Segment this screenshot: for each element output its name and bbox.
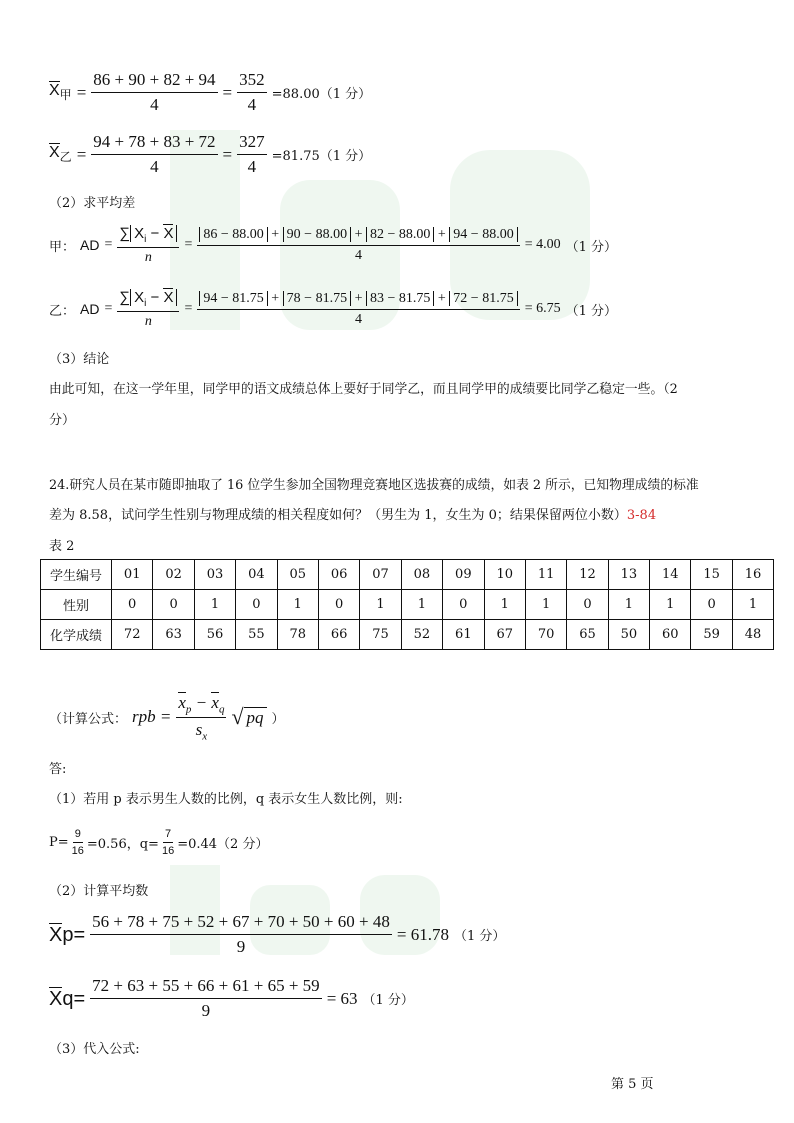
table-cell: 12 — [567, 560, 608, 590]
table-cell: 66 — [318, 620, 359, 650]
mean-yi-fraction: $\frac{94 + 78 + 83 + 72}{4}$ — [93, 132, 216, 176]
answer-step3: （3）代入公式: — [49, 1042, 140, 1057]
table-row: 化学成绩 72 63 56 55 78 66 75 52 61 67 70 65 50 60 59 48 — [41, 620, 774, 650]
table-cell: 0 — [112, 590, 153, 620]
rpb-formula: （计算公式： rpb = $\frac{x_p - x_q}{s_x}$ √ pq ） — [49, 693, 285, 743]
ad-jia-equation: 甲： AD = $\frac{\sum X_i - X}{n}$ = $\frac{86 - 88.00 + 90 - 88.00 + 82 - 88.00 + 94 - 88.00}{4}$ = 4.00 （1 分） — [49, 225, 618, 265]
table-cell: 1 — [484, 590, 525, 620]
table-cell: 0 — [318, 590, 359, 620]
table-cell: 63 — [153, 620, 194, 650]
xq-fraction: $\frac{72 + 63 + 55 + 66 + 61 + 65 + 59}{9}$ — [92, 976, 320, 1020]
table-cell: 1 — [608, 590, 649, 620]
table-cell: 09 — [443, 560, 484, 590]
mean-jia-lhs: $X_甲$ — [49, 82, 72, 103]
question-24-line1: 24.研究人员在某市随即抽取了 16 位学生参加全国物理竞赛地区选拔赛的成绩，如表 2 所示，已知物理成绩的标准 — [49, 478, 699, 493]
question-24-line2: 差为 8.58，试问学生性别与物理成绩的相关程度如何？（男生为 1，女生为 0；结果保留两位小数）3-84 — [49, 508, 657, 523]
ad-jia-general-fraction: $\frac{\sum X_i - X}{n}$ — [117, 224, 179, 266]
table-cell: 07 — [360, 560, 401, 590]
answer-step2: （2）计算平均数 — [49, 884, 149, 899]
pq-line: P= $\frac{9}{16}$ =0.56，q= $\frac{7}{16}$ =0.44（2 分） — [49, 828, 269, 857]
ad-yi-fraction: $\frac{94 - 81.75 + 78 - 81.75 + 83 - 81.75 + 72 - 81.75}{4}$ — [197, 291, 519, 328]
table-caption: 表 2 — [49, 539, 75, 554]
ad-jia-prefix: 甲： — [49, 239, 76, 255]
xp-equation: Xp= $\frac{56 + 78 + 75 + 52 + 67 + 70 + 50 + 60 + 48}{9}$ = 61.78 （1 分） — [49, 912, 506, 956]
table-cell: 59 — [691, 620, 732, 650]
table-cell: 75 — [360, 620, 401, 650]
table-cell: 55 — [236, 620, 277, 650]
rpb-fraction: $\frac{x_p - x_q}{s_x}$ — [178, 693, 225, 743]
q-fraction: $\frac{7}{16}$ — [161, 828, 175, 857]
table-cell: 60 — [650, 620, 691, 650]
table-cell: 52 — [401, 620, 442, 650]
mean-yi-fraction-2: $\frac{327}{4}$ — [239, 132, 265, 176]
ad-jia-fraction: $\frac{86 - 88.00 + 90 - 88.00 + 82 - 88.00 + 94 - 88.00}{4}$ — [197, 227, 519, 264]
sqrt-pq: √ pq — [231, 704, 266, 730]
table-cell: 0 — [443, 590, 484, 620]
conclusion-line1: 由此可知，在这一学年里，同学甲的语文成绩总体上要好于同学乙，而且同学甲的成绩要比同学乙稳定一些。（2 — [49, 382, 678, 397]
p-fraction: $\frac{9}{16}$ — [71, 828, 84, 857]
table-cell: 15 — [691, 560, 732, 590]
table-cell: 72 — [112, 620, 153, 650]
mean-jia-result: =88.00（1 分） — [271, 87, 372, 102]
table-cell: 48 — [732, 620, 773, 650]
table-cell: 65 — [567, 620, 608, 650]
table-cell: 61 — [443, 620, 484, 650]
table-cell: 1 — [732, 590, 773, 620]
xq-equation: Xq= $\frac{72 + 63 + 55 + 66 + 61 + 65 + 59}{9}$ = 63 （1 分） — [49, 976, 414, 1020]
scores-table-wrap — [40, 559, 774, 650]
answer-label: 答: — [49, 762, 67, 777]
table-cell: 0 — [567, 590, 608, 620]
table-row: 性别 0 0 1 0 1 0 1 1 0 1 1 0 1 1 0 1 — [41, 590, 774, 620]
xp-fraction: $\frac{56 + 78 + 75 + 52 + 67 + 70 + 50 + 60 + 48}{9}$ — [92, 912, 390, 956]
table-cell: 70 — [525, 620, 566, 650]
ad-yi-general-fraction: $\frac{\sum X_i - X}{n}$ — [117, 288, 179, 330]
table-cell: 67 — [484, 620, 525, 650]
conclusion-line2: 分） — [49, 413, 76, 428]
table-cell: 08 — [401, 560, 442, 590]
scores-table — [40, 559, 774, 650]
table-row: 学生编号 01 02 03 04 05 06 07 08 09 10 11 12 13 14 15 16 — [41, 560, 774, 590]
table-cell: 1 — [650, 590, 691, 620]
table-cell: 78 — [277, 620, 318, 650]
table-cell: 06 — [318, 560, 359, 590]
question-24-ref: 3-84 — [626, 508, 657, 523]
ad-yi-result: = 6.75 — [524, 301, 561, 316]
table-cell: 1 — [360, 590, 401, 620]
table-cell: 1 — [525, 590, 566, 620]
mean-yi-result: =81.75（1 分） — [271, 149, 372, 164]
table-cell: 56 — [194, 620, 235, 650]
table-cell: 1 — [401, 590, 442, 620]
table-cell: 13 — [608, 560, 649, 590]
page-number: 第 5 页 — [611, 1077, 654, 1092]
table-cell: 11 — [525, 560, 566, 590]
mean-jia-equation: $X_甲$ = $\frac{86 + 90 + 82 + 94}{4}$ = $\frac{352}{4}$ =88.00（1 分） — [49, 70, 372, 114]
section3-title: （3）结论 — [49, 352, 110, 367]
table-cell: 04 — [236, 560, 277, 590]
table-cell: 50 — [608, 620, 649, 650]
mean-yi-equation: $X_乙$ = $\frac{94 + 78 + 83 + 72}{4}$ = $\frac{327}{4}$ =81.75（1 分） — [49, 132, 372, 176]
table-cell: 14 — [650, 560, 691, 590]
table-cell: 01 — [112, 560, 153, 590]
table-cell: 0 — [236, 590, 277, 620]
table-cell: 05 — [277, 560, 318, 590]
ad-yi-prefix: 乙： — [49, 303, 76, 319]
answer-step1: （1）若用 p 表示男生人数的比例，q 表示女生人数比例，则: — [49, 792, 403, 807]
table-cell: 02 — [153, 560, 194, 590]
ad-yi-equation: 乙： AD = $\frac{\sum X_i - X}{n}$ = $\frac{94 - 81.75 + 78 - 81.75 + 83 - 81.75 + 72 - 81.75}{4}$ = 6.75 （1 分） — [49, 289, 618, 329]
table-cell: 1 — [277, 590, 318, 620]
mean-yi-lhs: $X_乙$ — [49, 144, 72, 165]
table-cell: 0 — [691, 590, 732, 620]
mean-jia-fraction-2: $\frac{352}{4}$ — [239, 70, 265, 114]
table-cell: 1 — [194, 590, 235, 620]
table-cell: 03 — [194, 560, 235, 590]
ad-jia-result: = 4.00 — [524, 237, 561, 252]
xp-lhs: Xp= — [49, 923, 86, 946]
xq-lhs: Xq= — [49, 987, 86, 1010]
table-cell: 10 — [484, 560, 525, 590]
section2-title: （2）求平均差 — [49, 196, 136, 211]
table-cell: 0 — [153, 590, 194, 620]
table-cell: 16 — [732, 560, 773, 590]
mean-jia-fraction: $\frac{86 + 90 + 82 + 94}{4}$ — [93, 70, 216, 114]
